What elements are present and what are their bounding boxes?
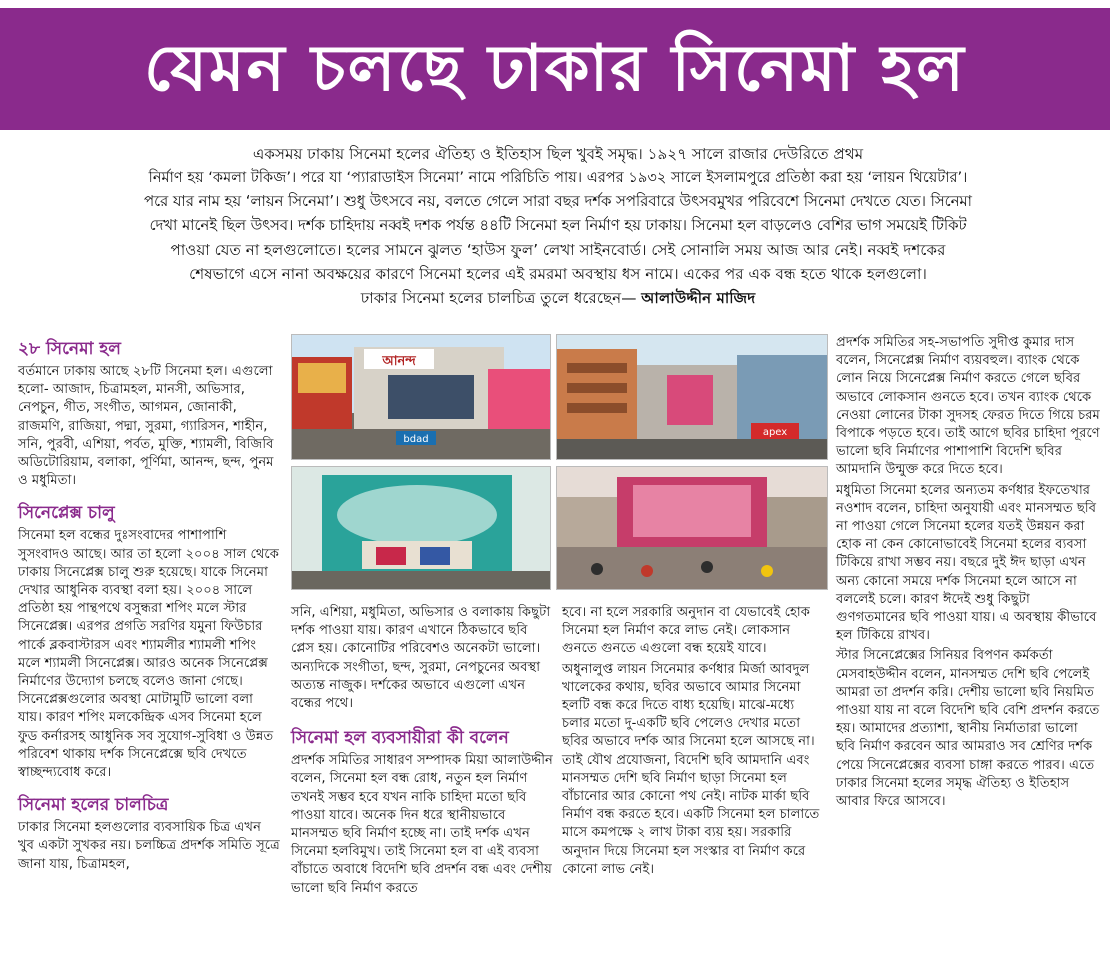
billboard-apex: apex <box>762 427 788 438</box>
credit-line <box>20 286 1096 310</box>
column-1 <box>18 338 280 886</box>
credit-prefix: ঢাকার সিনেমা হলের চালচিত্র তুলে ধরেছেন— <box>360 289 642 307</box>
section-text: সিনেমা হল বন্ধের দুঃসংবাদের পাশাপাশি সুসংবাদও আছে। আর তা হলো ২০০৪ সাল থেকে ঢাকায় সিনেপ্লেক্স চালু শুরু হয়েছে। যাকে সিনেমা দেখার আধুনিক ব্যবস্থা বলা হয়। ২০০৪ সালে প্রতিষ্ঠা হয় পান্থপথে বসুন্ধরা শপিং মলে স্টার সিনেপ্লেক্স। এরপর প্রগতি সরণির যমুনা ফিউচার পার্কে ব্লকবাস্টারস এবং শ্যামলীর শ্যামলী শপিং মলে শ্যামলী সিনেপ্লেক্স। আরও অনেক সিনেপ্লেক্স নির্মাণের উদ্যোগ চলছে বলেও জানা গেছে। সিনেপ্লেক্সগুলোর অবস্থা মোটামুটি ভালো বলা যায়। কারণ শপিং মলকেন্দ্রিক এসব সিনেমা হলে ফুড কর্নারসহ আধুনিক সব সুযোগ-সুবিধা ও উন্নত পরিবেশ থাকায় দর্শক সিনেপ্লেক্সে ছবি দেখতে স্বাচ্ছন্দ্যবোধ করে। <box>18 528 279 781</box>
column-3 <box>562 604 824 881</box>
headline-banner <box>0 8 1110 130</box>
intro-line: দেখা মানেই ছিল উৎসব। দর্শক চাহিদায় নব্বই দশক পর্যন্ত ৪৪টি সিনেমা হল নির্মাণ হয় ঢাকায়। সিনেমা হল বাড়লেও বেশির ভাগ সময়েই টিকিট <box>149 217 967 234</box>
credit-author: আলাউদ্দীন মাজিদ <box>641 289 756 307</box>
intro-line: পাওয়া যেত না হলগুলোতে। হলের সামনে ঝুলত ‘হাউস ফুল’ লেখা সাইনবোর্ড। সেই সোনালি সময় আজ আর নেই। নব্বই দশকের <box>170 241 946 259</box>
cinema-hall-photo <box>556 466 828 590</box>
section-heading-hall-status: সিনেমা হলের চালচিত্র <box>18 795 169 816</box>
paragraph: প্রদর্শক সমিতির সাধারণ সম্পাদক মিয়া আলাউদ্দীন বলেন, সিনেমা হল বন্ধ রোধ, নতুন হল নির্মাণ তখনই সম্ভব হবে যখন নাকি চাহিদা মতো ছবি পাওয়া যাবে। অনেক দিন ধরে স্থানীয়ভাবে মানসম্মত ছবি নির্মাণ হচ্ছে না। তাই দর্শক এখন সিনেমা হলবিমুখ। তাই সিনেমা হল বা এই ব্যবসা বাঁচাতে অবাধে বিদেশি ছবি প্রদর্শন বন্ধ এবং দেশীয় ভালো ছবি নির্মাণ করতে <box>291 753 553 896</box>
column-2 <box>291 604 553 900</box>
section-text: বর্তমানে ঢাকায় আছে ২৮টি সিনেমা হল। এগুলো হলো- আজাদ, চিত্রামহল, মানসী, অভিসার, নেপচুন, গীত, সংগীত, আগমন, জোনাকী, রাজমণি, রাজিয়া, পদ্মা, সুরমা, গ্যারিসন, শাহীন, সনি, পুরবী, এশিয়া, পর্বত, মুক্তি, শ্যামলী, বিজিবি অডিটোরিয়াম, বলাকা, পূর্ণিমা, আনন্দ, ছন্দ, পুনম ও মধুমিতা। <box>18 364 274 489</box>
section-heading-28-halls: ২৮ সিনেমা হল <box>18 339 121 359</box>
cinema-hall-photo <box>556 334 828 460</box>
section-text: ঢাকার সিনেমা হলগুলোর ব্যবসায়িক চিত্র এখন খুব একটা সুখকর নয়। চলচ্চিত্র প্রদর্শক সমিতি সূত্রে জানা যায়, চিত্রামহল, <box>18 820 280 872</box>
section-heading-cineplex: সিনেপ্লেক্স চালু <box>18 503 115 524</box>
paragraph: সনি, এশিয়া, মধুমিতা, অভিসার ও বলাকায় কিছুটা দর্শক পাওয়া যায়। কারণ এখানে ঠিকভাবে ছবি প্লেস হয়। কোনোটির পরিবেশও অনেকটা ভালো। অন্যদিকে সংগীতা, ছন্দ, সুরমা, নেপচুনের অবস্থা অত্যন্ত নাজুক। দর্শকের অভাবে এগুলো এখন বন্ধের পথে। <box>291 605 551 712</box>
intro-line: একসময় ঢাকায় সিনেমা হলের ঐতিহ্য ও ইতিহাস ছিল খুবই সমৃদ্ধ। ১৯২৭ সালে রাজার দেউরিতে প্রথম <box>252 145 864 163</box>
paragraph: প্রদর্শক সমিতির সহ-সভাপতি সুদীপ্ত কুমার দাস বলেন, সিনেপ্লেক্স নির্মাণ ব্যয়বহুল। ব্যাংক থেকে লোন নিয়ে সিনেপ্লেক্স নির্মাণ করতে গেলে ছবির অভাবে লোকসান গুনতে হবে। তখন ব্যাংক থেকে নেওয়া লোনের টাকা সুদসহ ফেরত দিতে গিয়ে চরম বিপাকে পড়তে হবে। তাই আগে ছবির চাহিদা পূরণে ভালো ছবি নির্মাণের পাশাপাশি বিদেশি ছবির আমদানি উন্মুক্ত করে দিতে হবে। <box>836 335 1100 478</box>
paragraph: মধুমিতা সিনেমা হলের অন্যতম কর্ণধার ইফতেখার নওশাদ বলেন, চাহিদা অনুযায়ী এবং মানসম্মত ছবি না পাওয়া গেলে সিনেমা হলের যতই উন্নয়ন করা হোক না কেন কোনোভাবেই সিনেমা হলের ব্যবসা টিকিয়ে রাখা সম্ভব নয়। বছরে দুই ঈদ ছাড়া এখন অন্য কোনো সময়ে দর্শক সিনেমা হলে আসে না বললেই চলে। কারণ ঈদেই শুধু কিছুটা গুণগতমানের ছবি পাওয়া যায়। এ অবস্থায় কীভাবে হল টিকিয়ে রাখব। <box>836 482 1097 644</box>
intro-block <box>20 142 1096 310</box>
hall-sign-anando: আনন্দ <box>382 354 416 369</box>
intro-line: নির্মাণ হয় ‘কমলা টকিজ’। পরে যা ‘প্যারাডাইস সিনেমা’ নামে পরিচিতি পায়। এরপর ১৯৩২ সালে ইসলামপুরে প্রতিষ্ঠা করা হয় ‘লায়ন থিয়েটার’। <box>148 169 968 186</box>
intro-line: পরে যার নাম হয় ‘লায়ন সিনেমা’। শুধু উৎসবে নয়, বলতে গেলে সারা বছর দর্শক সপরিবারে উৎসবমুখর পরিবেশে সিনেমা দেখতে যেত। সিনেমা <box>144 193 972 210</box>
column-4 <box>836 334 1100 813</box>
cinema-hall-photo <box>291 334 551 460</box>
paragraph: স্টার সিনেপ্লেক্সের সিনিয়র বিপণন কর্মকর্তা মেসবাহউদ্দীন বলেন, মানসম্মত দেশি ছবি পেলেই আমরা তা প্রদর্শন করি। দেশীয় ভালো ছবি নিয়মিত পাওয়া যায় না বলে বিদেশি ছবি বেশি প্রদর্শন করতে হয়। আমাদের প্রত্যাশা, স্থানীয় নির্মাতারা ভালো ছবি নির্মাণ করবেন আর আমরাও সব শ্রেণির দর্শক পেয়ে সিনেপ্লেক্সের ব্যবসা চাঙ্গা করতে পারব। এতে ঢাকার সিনেমা হলের সমৃদ্ধ ঐতিহ্য ও ইতিহাস আবার ফিরে আসবে। <box>836 648 1100 810</box>
headline: যেমন চলছে ঢাকার সিনেমা হল <box>144 32 966 106</box>
intro-line: শেষভাগে এসে নানা অবক্ষয়ের কারণে সিনেমা হলের এই রমরমা অবস্থায় ধস নামে। একের পর এক বন্ধ হতে থাকে হলগুলো। <box>189 265 927 283</box>
paragraph: অধুনালুপ্ত লায়ন সিনেমার কর্ণধার মির্জা আবদুল খালেকের কথায়, ছবির অভাবে আমার সিনেমা হলটি বন্ধ করে দিতে বাধ্য হয়েছি। মাঝে-মধ্যে চলার মতো দু-একটি ছবি পেলেও দেখার মতো ছবির অভাবে দর্শক আর সিনেমা হলে আসছে না। তাই যৌথ প্রযোজনা, বিদেশি ছবি আমদানি এবং মানসম্মত দেশি ছবি নির্মাণ ছাড়া সিনেমা হল বাঁচানোর আর কোনো পথ নেই। নাটক মার্কা ছবি নির্মাণ বন্ধ করতে হবে। একটি সিনেমা হল চালাতে মাসে কমপক্ষে ২ লাখ টাকা ব্যয় হয়। সরকারি অনুদান দিয়ে সিনেমা হল সংস্কার বা নির্মাণ করে কোনো লাভ নেই। <box>562 661 820 877</box>
section-heading-business: সিনেমা হল ব্যবসায়ীরা কী বলেন <box>291 728 509 749</box>
photo-collage <box>291 334 827 590</box>
paragraph: হবে। না হলে সরকারি অনুদান বা যেভাবেই হোক সিনেমা হল নির্মাণ করে লাভ নেই। লোকসান গুনতে গুনতে এগুলো বন্ধ হয়েই যাবে। <box>562 605 810 657</box>
billboard-text: bdad <box>403 434 429 445</box>
cinema-hall-photo <box>291 466 551 590</box>
